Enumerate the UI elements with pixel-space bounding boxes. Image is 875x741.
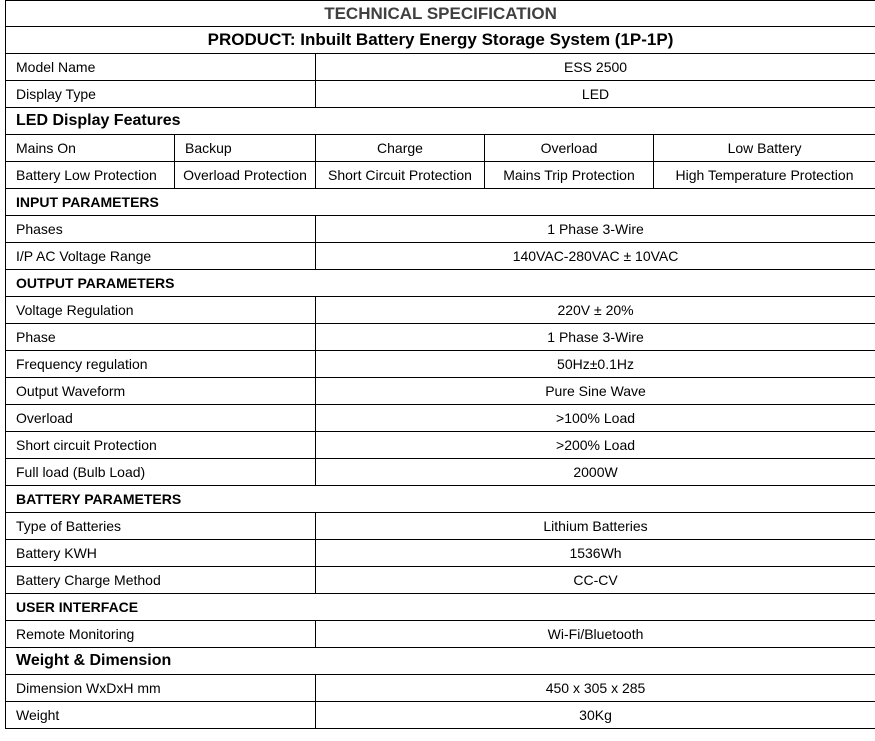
section-row — [6, 594, 875, 621]
spec-value: 220V ± 20% — [316, 297, 875, 324]
led-feature: Short Circuit Protection — [316, 162, 485, 189]
spec-value: LED — [316, 81, 875, 108]
spec-value: 50Hz±0.1Hz — [316, 351, 875, 378]
spec-label: Frequency regulation — [6, 351, 316, 378]
spec-row — [6, 702, 875, 729]
title-row — [6, 1, 875, 27]
spec-label: Display Type — [6, 81, 316, 108]
spec-table — [5, 0, 875, 729]
spec-label: Battery KWH — [6, 540, 316, 567]
section-heading-led: LED Display Features — [6, 108, 875, 135]
section-row — [6, 486, 875, 513]
spec-label: Phases — [6, 216, 316, 243]
section-heading-user-interface: USER INTERFACE — [6, 594, 875, 621]
spec-row — [6, 432, 875, 459]
led-feature: Charge — [316, 135, 485, 162]
spec-value: 1536Wh — [316, 540, 875, 567]
spec-label: Voltage Regulation — [6, 297, 316, 324]
spec-value: >100% Load — [316, 405, 875, 432]
led-row — [6, 135, 875, 162]
spec-row — [6, 621, 875, 648]
spec-value: Lithium Batteries — [316, 513, 875, 540]
spec-row — [6, 567, 875, 594]
spec-value: 1 Phase 3-Wire — [316, 324, 875, 351]
section-row — [6, 270, 875, 297]
spec-value: 450 x 305 x 285 — [316, 675, 875, 702]
spec-label: Battery Charge Method — [6, 567, 316, 594]
spec-value: Pure Sine Wave — [316, 378, 875, 405]
spec-row — [6, 351, 875, 378]
spec-label: Phase — [6, 324, 316, 351]
spec-value: >200% Load — [316, 432, 875, 459]
spec-value: 2000W — [316, 459, 875, 486]
spec-label: Full load (Bulb Load) — [6, 459, 316, 486]
spec-label: Weight — [6, 702, 316, 729]
spec-value: CC-CV — [316, 567, 875, 594]
section-row — [6, 108, 875, 135]
spec-value: 30Kg — [316, 702, 875, 729]
led-feature: Overload Protection — [175, 162, 316, 189]
spec-row — [6, 54, 875, 81]
spec-value: ESS 2500 — [316, 54, 875, 81]
led-row — [6, 162, 875, 189]
product-row — [6, 27, 875, 54]
led-feature: Mains Trip Protection — [485, 162, 654, 189]
led-feature: Overload — [485, 135, 654, 162]
led-feature: Mains On — [6, 135, 175, 162]
spec-row — [6, 216, 875, 243]
spec-value: Wi-Fi/Bluetooth — [316, 621, 875, 648]
section-heading-battery: BATTERY PARAMETERS — [6, 486, 875, 513]
spec-label: Short circuit Protection — [6, 432, 316, 459]
led-feature: Battery Low Protection — [6, 162, 175, 189]
spec-row — [6, 81, 875, 108]
spec-row — [6, 540, 875, 567]
led-feature: Backup — [175, 135, 316, 162]
spec-label: I/P AC Voltage Range — [6, 243, 316, 270]
section-row — [6, 189, 875, 216]
spec-label: Remote Monitoring — [6, 621, 316, 648]
spec-row — [6, 405, 875, 432]
section-heading-output: OUTPUT PARAMETERS — [6, 270, 875, 297]
spec-row — [6, 459, 875, 486]
spec-label: Overload — [6, 405, 316, 432]
spec-row — [6, 324, 875, 351]
spec-row — [6, 513, 875, 540]
spec-row — [6, 297, 875, 324]
product-title: PRODUCT: Inbuilt Battery Energy Storage System (1P-1P) — [6, 27, 875, 54]
led-feature: Low Battery — [654, 135, 875, 162]
spec-row — [6, 675, 875, 702]
section-heading-weight: Weight & Dimension — [6, 648, 875, 675]
page-title: TECHNICAL SPECIFICATION — [6, 1, 875, 27]
spec-label: Output Waveform — [6, 378, 316, 405]
spec-row — [6, 378, 875, 405]
led-feature: High Temperature Protection — [654, 162, 875, 189]
section-heading-input: INPUT PARAMETERS — [6, 189, 875, 216]
spec-row — [6, 243, 875, 270]
spec-label: Type of Batteries — [6, 513, 316, 540]
spec-label: Dimension WxDxH mm — [6, 675, 316, 702]
spec-value: 1 Phase 3-Wire — [316, 216, 875, 243]
section-row — [6, 648, 875, 675]
spec-label: Model Name — [6, 54, 316, 81]
spec-value: 140VAC-280VAC ± 10VAC — [316, 243, 875, 270]
